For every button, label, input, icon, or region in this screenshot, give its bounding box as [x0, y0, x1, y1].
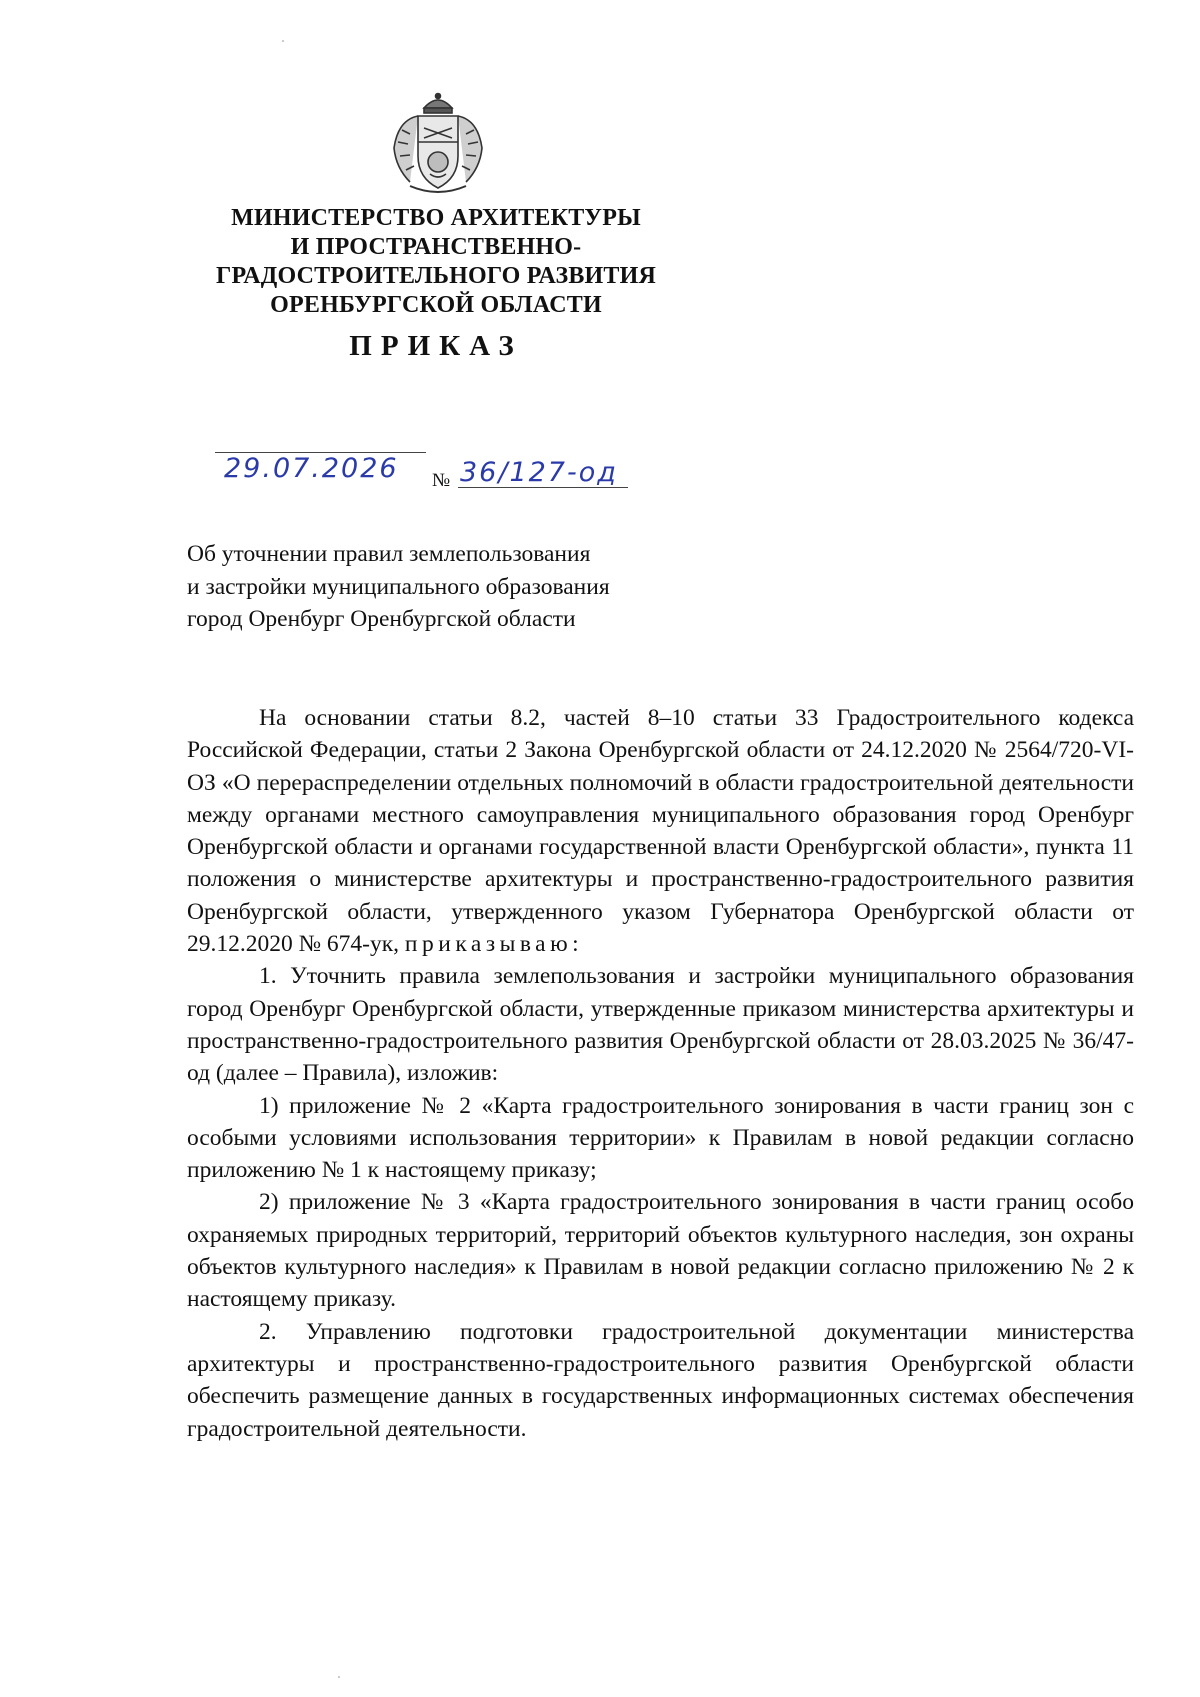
document-type-title: ПРИКАЗ: [349, 330, 523, 362]
number-handwritten: [458, 445, 638, 507]
ministry-name-line-4: ОРЕНБУРГСКОЙ ОБЛАСТИ: [270, 292, 602, 318]
ministry-header: [170, 204, 702, 320]
ministry-name-line-2: И ПРОСТРАНСТВЕННО-: [290, 234, 582, 260]
subject-line-3: город Оренбург Оренбургской области: [187, 606, 576, 632]
svg-text:29.07.2026: 29.07.2026: [224, 453, 399, 484]
svg-text:36/127-од: 36/127-од: [460, 457, 618, 488]
paragraph-1: 1. Уточнить правила землепользования и застройки муниципального образования город Оренбург Оренбургской области, утвержденные приказом министерства архитектуры и пространственно-градостроительного развития Оренбургской области от 28.03.2025 № 36/47-од (далее – Правила), изложив:: [187, 963, 1134, 1087]
document-subject: [187, 538, 610, 636]
paragraph-1-item-1: 1) приложение № 2 «Карта градостроительного зонирования в части границ зон с особыми условиями использования территории» к Правилам в новой редакции согласно приложению № 1 к настоящему приказу;: [187, 1092, 1134, 1184]
subject-line-2: и застройки муниципального образования: [187, 573, 610, 600]
coat-of-arms-icon: [388, 90, 488, 198]
subject-line-1: Об уточнении правил землепользования: [187, 541, 591, 567]
preamble-paragraph: [187, 702, 1134, 960]
number-sign: №: [432, 470, 451, 491]
ministry-name-line-3: ГРАДОСТРОИТЕЛЬНОГО РАЗВИТИЯ: [215, 263, 657, 289]
preamble-text: На основании статьи 8.2, частей 8–10 статьи 33 Градостроительного кодекса Российской Федерации, статьи 2 Закона Оренбургской области от 24.12.2020 № 2564/720-VI-ОЗ «О перераспределении отдельных полномочий в области градостроительной деятельности между органами местного самоуправления муниципального образования город Оренбург Оренбургской области и органами государственной власти Оренбургской области», пункта 11 положения о министерстве архитектуры и пространственно-градостроительного развития Оренбургской области, утвержденного указом Губернатора Оренбургской области от 29.12.2020 № 674-ук,: [187, 705, 1134, 958]
paragraph-1-item-2: 2) приложение № 3 «Карта градостроительного зонирования в части границ особо охраняемых природных территорий, территорий объектов культурного наследия, зон охраны объектов культурного наследия» к Правилам в новой редакции согласно приложению № 2 к настоящему приказу.: [187, 1189, 1134, 1313]
document-body: [187, 702, 1134, 1445]
order-keyword: приказываю:: [404, 931, 584, 958]
ministry-name-line-1: МИНИСТЕРСТВО АРХИТЕКТУРЫ: [231, 205, 641, 231]
scan-speck: [282, 40, 284, 42]
paragraph-2: 2. Управлению подготовки градостроительной документации министерства архитектуры и пространственно-градостроительного развития Оренбургской области обеспечить размещение данных в государственных информационных системах обеспечения градостроительной деятельности.: [187, 1318, 1134, 1442]
scan-speck: [338, 1676, 340, 1678]
date-handwritten: [222, 447, 422, 487]
